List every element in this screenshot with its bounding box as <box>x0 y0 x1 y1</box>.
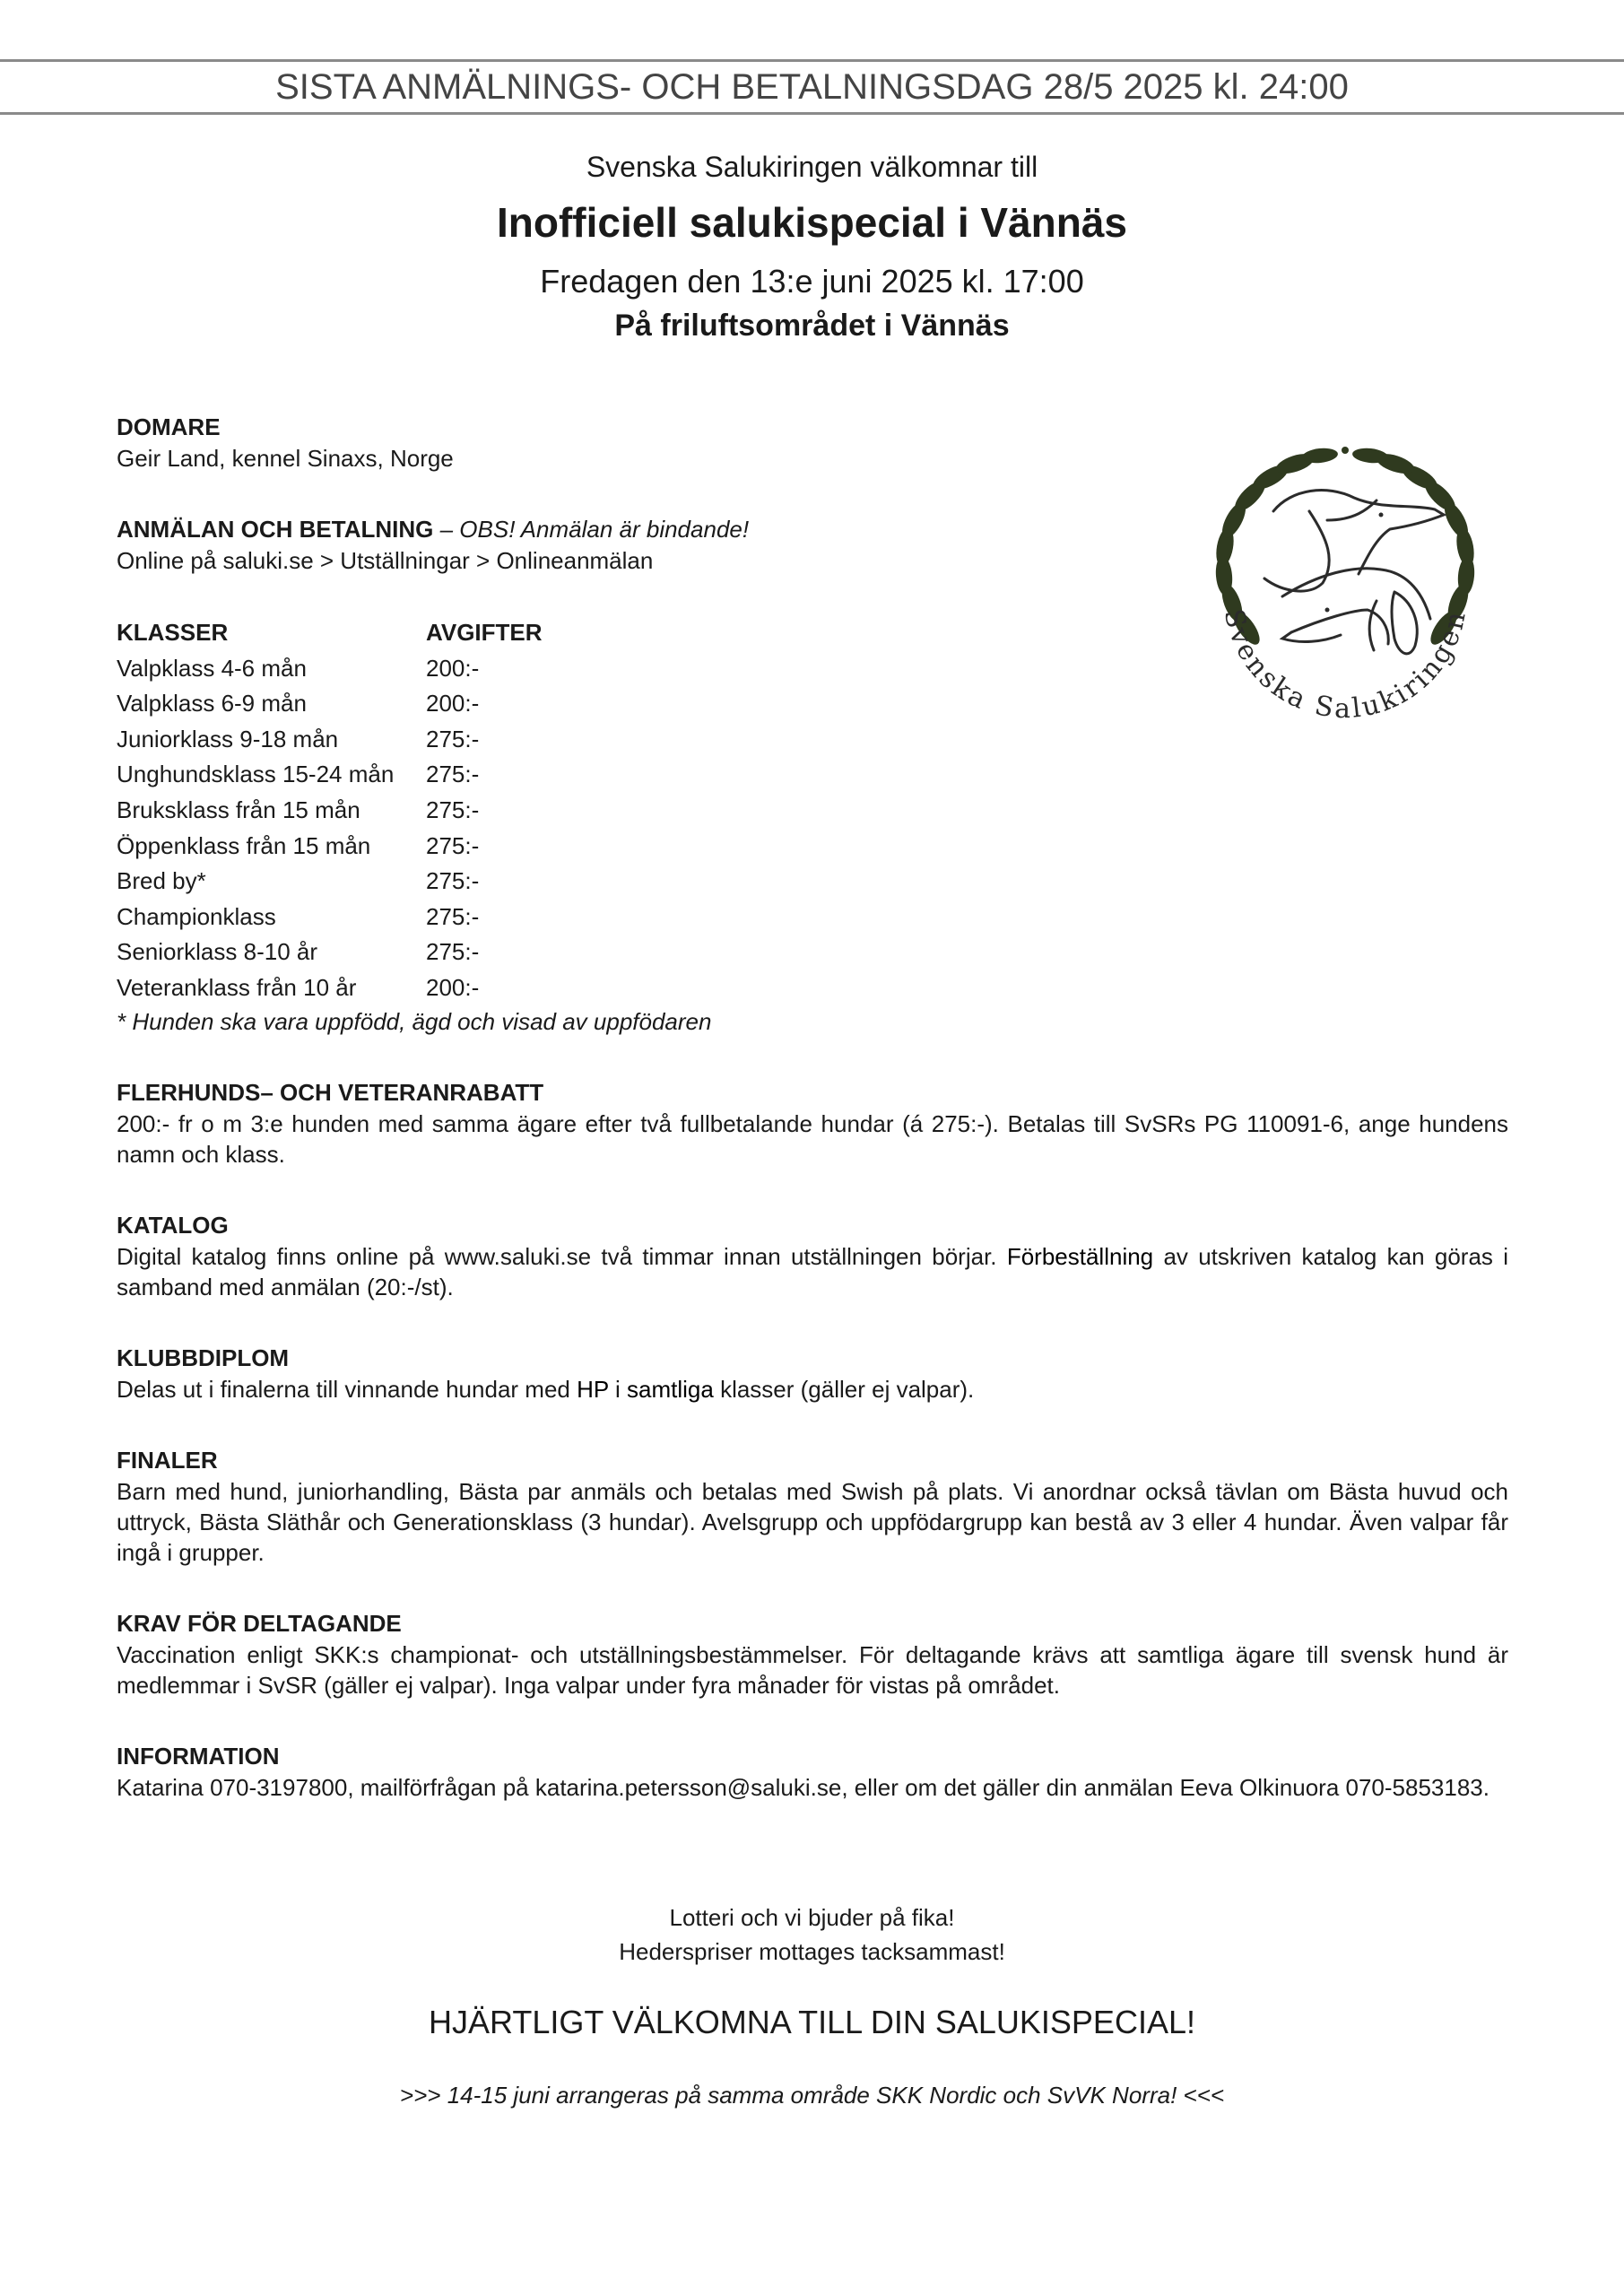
klubbdiplom-text-e: klasser (gäller ej valpar). <box>720 1375 975 1403</box>
class-name: Seniorklass 8-10 år <box>117 938 317 966</box>
classes-note: * Hunden ska vara uppfödd, ägd och visad av uppfödaren <box>117 1007 712 1035</box>
intro-text: Svenska Salukiringen välkomnar till <box>586 151 1038 183</box>
class-fee: 200:- <box>426 690 480 718</box>
deadline-banner: SISTA ANMÄLNINGS- OCH BETALNINGSDAG 28/5 2025 kl. 24:00 <box>0 59 1624 115</box>
event-venue: På friluftsområdet i Vännäs <box>614 309 1010 343</box>
page-title: Inofficiell salukispecial i Vännäs <box>496 199 1128 246</box>
outro-line-1: Lotteri och vi bjuder på fika! <box>669 1904 955 1931</box>
class-name: Öppenklass från 15 mån <box>117 831 371 859</box>
footer-note: >>> 14-15 juni arrangeras på samma område SKK Nordic och SvVK Norra! <<< <box>399 2082 1225 2109</box>
katalog-heading: KATALOG <box>117 1211 229 1239</box>
class-name: Bruksklass från 15 mån <box>117 796 360 823</box>
welcome-text: HJÄRTLIGT VÄLKOMNA TILL DIN SALUKISPECIAL! <box>429 2004 1195 2040</box>
finaler-text: Barn med hund, juniorhandling, Bästa par anmäls och betalas med Swish på plats. Vi anordnar också tävlan om Bästa huvud och uttryck, Bästa Släthår och Generationsklass (3 hundar). Avelsgrupp och uppfödargrupp kan bestå av 3 eller 4 hundar. Även valpar får ingå i grupper. <box>117 1477 1508 1566</box>
class-name: Championklass <box>117 902 276 930</box>
section-anmalan <box>117 513 1508 576</box>
anmalan-heading: ANMÄLAN OCH BETALNING <box>117 516 434 543</box>
section-finaler <box>117 1444 1508 1568</box>
class-name: Veteranklass från 10 år <box>117 973 357 1001</box>
class-fee: 275:- <box>426 761 480 788</box>
katalog-text-c: av utskriven katalog kan göras i samband med anmälan (20:-/st). <box>117 1242 1508 1300</box>
anmalan-heading-line <box>117 513 1508 545</box>
krav-heading: KRAV FÖR DELTAGANDE <box>117 1609 402 1637</box>
logo-text: Svenska Salukiringen <box>1217 606 1473 726</box>
klubbdiplom-text <box>117 1374 1508 1405</box>
rabatt-heading: FLERHUNDS– OCH VETERANRABATT <box>117 1078 544 1106</box>
outro-line-2: Hederspriser mottages tacksammast! <box>619 1938 1005 1965</box>
klubbdiplom-text-d: samtliga <box>627 1375 714 1403</box>
krav-text: Vaccination enligt SKK:s championat- och utställningsbestämmelser. För deltagande krävs att samtliga ägare till svensk hund är medlemmar i SvSR (gäller ej valpar). Inga valpar under fyra månader för vistas på området. <box>117 1640 1508 1699</box>
domare-heading: DOMARE <box>117 413 221 440</box>
main-content <box>117 411 1508 1842</box>
klubbdiplom-text-b: HP <box>577 1375 609 1403</box>
anmalan-obs: – OBS! Anmälan är bindande! <box>439 516 750 543</box>
katalog-text <box>117 1241 1508 1302</box>
class-name: Unghundsklass 15-24 mån <box>117 761 395 788</box>
information-heading: INFORMATION <box>117 1742 280 1770</box>
class-fee: 275:- <box>426 902 480 930</box>
section-classes <box>117 615 1508 1037</box>
class-fee: 275:- <box>426 831 480 859</box>
rabatt-text: 200:- fr o m 3:e hunden med samma ägare efter två fullbetalande hundar (á 275:-). Betalas till SvSRs PG 110091-6, ange hundens namn och klass. <box>117 1109 1508 1168</box>
class-name: Valpklass 4-6 mån <box>117 654 307 682</box>
information-text: Katarina 070-3197800, mailförfrågan på katarina.petersson@saluki.se, eller om det gäller din anmälan Eeva Olkinuora 070-5853183. <box>117 1773 1489 1801</box>
class-fee: 200:- <box>426 973 480 1001</box>
class-name: Bred by* <box>117 867 206 895</box>
event-date: Fredagen den 13:e juni 2025 kl. 17:00 <box>540 263 1084 300</box>
section-krav <box>117 1607 1508 1700</box>
section-rabatt <box>117 1076 1508 1170</box>
klubbdiplom-heading: KLUBBDIPLOM <box>117 1344 290 1371</box>
section-klubbdiplom <box>117 1342 1508 1405</box>
classes-header-fee: AVGIFTER <box>426 619 543 646</box>
class-name: Juniorklass 9-18 mån <box>117 725 339 752</box>
class-fee: 275:- <box>426 938 480 966</box>
katalog-text-a: Digital katalog finns online på www.saluki.se två timmar innan utställningen börjar. <box>117 1242 997 1270</box>
domare-text: Geir Land, kennel Sinaxs, Norge <box>117 445 454 472</box>
katalog-text-b: Förbeställning <box>1006 1242 1154 1270</box>
section-domare <box>117 411 1508 474</box>
classes-table <box>117 615 1508 1006</box>
section-information <box>117 1740 1508 1803</box>
klubbdiplom-text-a: Delas ut i finalerna till vinnande hundar med <box>117 1375 570 1403</box>
class-fee: 200:- <box>426 654 480 682</box>
finaler-heading: FINALER <box>117 1446 218 1474</box>
class-name: Valpklass 6-9 mån <box>117 690 307 718</box>
anmalan-text: Online på saluki.se > Utställningar > Onlineanmälan <box>117 547 654 574</box>
klubbdiplom-text-c: i <box>614 1375 621 1403</box>
section-katalog <box>117 1209 1508 1302</box>
class-fee: 275:- <box>426 796 480 823</box>
class-fee: 275:- <box>426 867 480 895</box>
class-fee: 275:- <box>426 725 480 752</box>
classes-header-class: KLASSER <box>117 619 229 646</box>
